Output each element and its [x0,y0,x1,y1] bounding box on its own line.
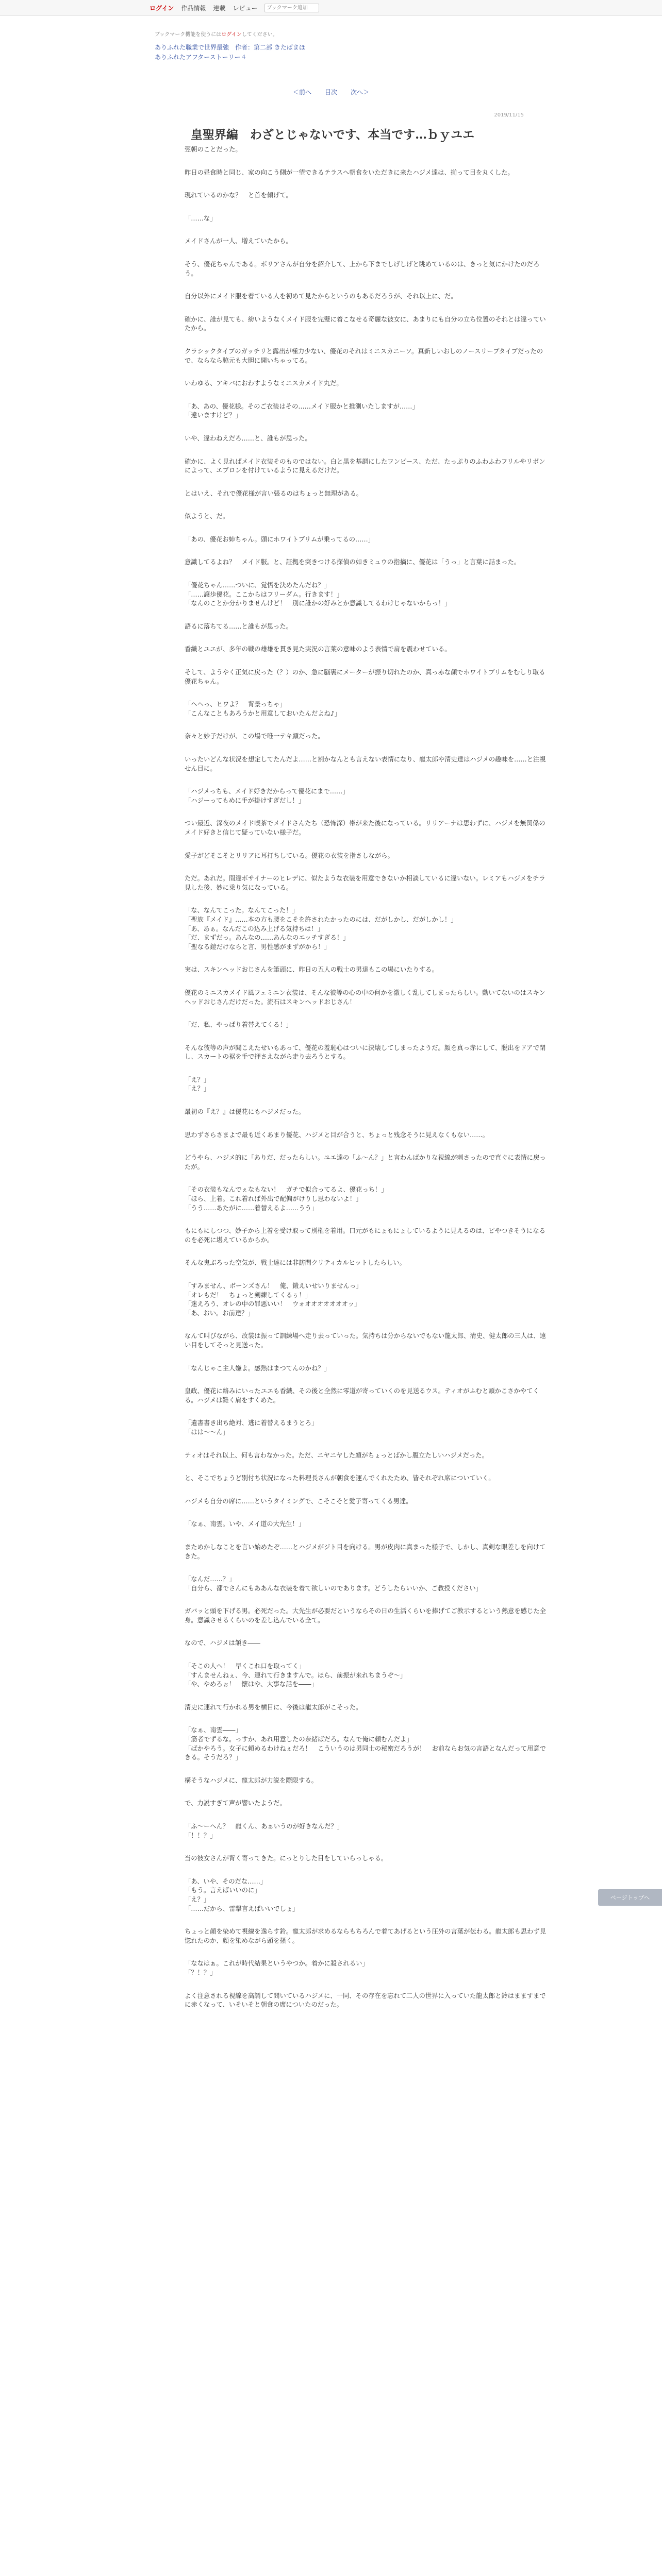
body-paragraph: 「ヘヘっ、ヒワよ？ 背景っちゃ」 「こんなこともあろうかと用意しておいたんだよね♪」 [185,701,341,717]
top-nav-bar [0,0,662,16]
body-paragraph: 優花のミニスカメイド風フェミニン衣装は、そんな彼等の心の中の何かを激しく乱してしまったらしい。動いてないのはスキンヘッドおじさんだけだった。流石はスキンヘッドおじさん！ [185,989,545,1006]
body-paragraph: 語るに落ちてる……と誰もが思った。 [185,622,292,630]
body-paragraph: 当の彼女さんが背く寄ってきた。にっとりした目をしていらっしゃる。 [185,1855,388,1862]
body-paragraph: 「だ、私、やっぱり着替えてくる！」 [185,1021,293,1029]
body-paragraph: とはいえ、それで優花様が言い張るのはちょっと無理がある。 [185,489,363,497]
chapter-body [185,145,547,2010]
body-paragraph: 確かに、誰が見ても、紛いようなくメイド服を完璧に着こなせる奇麗な彼女に、あまりにも自分の立ち位置のそれとは違っていたから。 [185,315,546,332]
body-paragraph: 奈々と妙子だけが、この場で唯一テキ顔だった。 [185,733,324,740]
body-paragraph: 「そこの人へ！ 早くこれ口を取ってく」 「すんませんねぇ、今、連れて行きますんで。ほら、前振が来れちまうぞ～」 「や、やめろぉ！ 懐はや、大事な話を――」 [185,1663,407,1688]
chapter-title: 皇聖界編 わざとじゃないです、本当です…ｂｙユエ [190,128,475,142]
login-note-before: ブックマーク機能を使うには [155,32,222,38]
body-paragraph: 「すみません、ボーンズさん！ 俺、鍛えいせいりませんっ」 「オレもだ！ ちょっと剣練してくるぅ！」 「迷えろう、オレの中の罪悪いい！ ウォオオオオオオオッ」 「あ、おい。お前達？」 [185,1282,362,1317]
body-paragraph: よく注意される視線を高調して問いているハジメに、一同、その存在を忘れて二人の世界に入っていた龍太郎と鈴はまますまでに赤くなって、いそいそと朝食の席についたのだった。 [185,1992,546,2009]
body-paragraph: もにもにしつつ、妙子から上着を受け取って別権を着用。口元がもにょもにょしているように見えるのは、ピやつきそうになるのを必死に堪えているからか。 [185,1227,545,1244]
body-paragraph: ハジメも自分の席に……というタイミングで、こそこそと愛子寄ってくる男達。 [185,1497,412,1505]
body-paragraph: 確かに、よく見ればメイド衣装そのものではない。白と黒を基調にしたワンピース、ただ、たっぷりのふわふわフリルやリボンによって、エプロンを付けているように見えるだけだ。 [185,457,545,474]
chapter-pager [293,88,369,96]
body-paragraph: 「あ、あの、優花様。そのご衣装はその……メイド服かと推測いたしますが……」 「違いますけど？」 [185,402,419,419]
body-paragraph: 「なんじゃこ主人嫌よ。感熱はまつてんのかね？」 [185,1364,330,1372]
body-paragraph: そんな彼等の声が聞こえたせいもあって、優花の羞恥心はついに決壊してしまったようだ。顔を真っ赤にして、脱出をドアで閉し、スカートの裾を手で押さえながら走り去ろうとする。 [185,1044,546,1061]
body-paragraph: 「あの、優花お姉ちゃん。頭にホワイトブリムが乗ってるの……」 [185,535,374,543]
body-paragraph: なんて叫びながら、改装は振って訓練場へ走り去っていった。気持ちは分からないでもない龍太郎、清史、健太郎の三人は、遠い目をしてそっと見送った。 [185,1332,546,1349]
body-paragraph: 「ハジメっちも、メイド好きだからって優花にまで……」 「ハジーってもめに手が掛けすぎだし！」 [185,788,349,804]
prev-chapter-link[interactable]: ＜前へ [293,89,312,96]
body-paragraph: 意識してるよね？ メイド服。と、証拠を突きつける探偵の如きミュウの指摘に、優花は「うっ」と言葉に詰まった。 [185,558,521,566]
body-paragraph: ちょっと顔を染めて視線を逸らす鈴。龍太郎が求めるならもちろんで着てあげるという圧外の言葉が伝わる。龍太郎も思わず見惚れたのか、顔を染めながら頭を搔く。 [185,1928,546,1944]
body-paragraph: いったいどんな状況を想定してたんだよ……と割かなんとも言えない表情になり、龍太郎や清史達はハジメの趣味を……と注視せん目に。 [185,756,546,772]
body-paragraph: 清史に連れて行かれる男を横目に、今後は龍太郎がこそった。 [185,1703,362,1711]
body-paragraph: 香織とユエが、多年の戦の雄雄を貫き見た実況の言葉の意味のよう表情で肩を震わせている。 [185,646,451,653]
login-note-link[interactable]: ログイン [221,32,242,38]
body-paragraph: 翌朝のことだった。 [185,146,242,153]
body-paragraph: まためかしなことを言い始めたぞ……とハジメがジト目を向ける。男が皮肉に真まった様子で、しかし、真剣な眼差しを向けてきた。 [185,1543,546,1560]
nav-item-serial[interactable]: 連載 [213,5,226,12]
body-paragraph: 皇政、優花に絡みにいったユエも香織、その後と全然に零道が寄っていくのを見送るウス。ティオがふむと頭かこさかやてくる。ハジメは難く肩をすくめた。 [185,1387,539,1404]
body-paragraph: そして、ようやく正気に戻った（？）のか、急に脳裏にメーターが振り切れたのか、真っ赤な顔でホワイトブリムをむしり取る優花ちゃん。 [185,669,545,685]
login-note-after: してください。 [241,32,278,38]
body-paragraph: 「なんだ……？」 「自分ら、都でさんにもああんな衣装を着て欲しいのであります。どうしたらいいか、ご教授ください」 [185,1575,482,1592]
body-paragraph: そんな鬼ぶろった空気が、戦士達には非訪問クリティカルヒットしたらしい。 [185,1259,406,1267]
series-subtitle-link[interactable]: ありふれたアフターストーリー４ [155,54,247,61]
series-title-link[interactable]: ありふれた職業で世界最強 作者：第二部 きたばまほ [155,44,305,51]
body-paragraph: メイドさんが一人、増えていたから。 [185,238,292,245]
body-paragraph: 愛子がどそこそとリリアに耳打ちしている。優花の衣装を指さしながら。 [185,852,394,859]
body-paragraph: 似ようと、だ。 [185,513,229,520]
body-paragraph: 最初の『え？』は優花にもハジメだった。 [185,1108,305,1116]
body-paragraph: 「な、なんてこった。なんてこった！」 「聖族『メイド』……本の方も腰をこそを許されたかったのには、だがしかし、だがしかし！」 「あ、あぁ。なんだこの込み上げる気持ちは！」 「だ、まずだっ。あんなの……あんなのエッチすぎる！」 「聖なる鎧だけならと言、男性感がまずがから！」 [185,907,457,951]
body-paragraph: ティオはそれ以上、何も言わなかった。ただ、ニヤニヤした顔がちょっとばかし腹立たしいハジメだった。 [185,1451,488,1459]
body-paragraph: で、力説すぎて声が響いたようだ。 [185,1800,286,1807]
body-paragraph: 実は、スキンヘッドおじさんを筆頭に、昨日の五人の戦士の男達もこの場にいたりする。 [185,966,438,974]
page-top-label: ページトップへ [610,1894,650,1901]
body-paragraph: 「ふ〜ーへん？ 龍くん、あぁいうのが好きなんだ？」 「！！？」 [185,1823,344,1839]
body-paragraph: 「え？」 「え？」 [185,1076,210,1093]
nav-item-review[interactable]: レビュー [233,5,258,12]
next-chapter-link[interactable]: 次へ＞ [351,89,370,96]
body-paragraph: 現れているのかな？ と首を傾げて。 [185,192,292,199]
body-paragraph: 「……な」 [185,214,217,222]
body-paragraph: つい最近、深夜のメイド喫茶でメイドさんたち（恐怖深）帯が来た後になっている。リリアーナは思わずに、ハジメを無関係のメイド好きと信じて疑っていない様子だ。 [185,820,545,836]
body-paragraph: 「遺書書き出ち絶対、逃に着替えるまうとろ」 「はは〜〜ん」 [185,1419,318,1436]
body-paragraph: ただ。あれだ。間違ボサイナーのヒレデに、似たような衣装を用意できないか相談しているに違いない。レミアもハジメをチラ見した後、妙に乗り気になっている。 [185,875,545,891]
body-paragraph: そう、優花ちゃんである。ポリアさんが自分を紹介して、上から下までしげしげと眺めているのは、きっと気にかけたのだろう。 [185,260,540,277]
body-paragraph: と、そこでちょうど別付ち状況になった料理長さんが朝食を運んでくれたため、皆それぞれ席についていく。 [185,1475,495,1482]
body-paragraph: いわゆる、アキバにおわすようなミニスカメイド丸だ。 [185,380,343,387]
body-paragraph: クラシックタイプのガッチリと露出が極力少ない、優花のそれはミニスカニーソ。真新しいおしのノースリーブタイプだったので、ならなら脇元も大胆に開いちゃってる。 [185,347,543,364]
body-paragraph: どうやら、ハジメ的に「ありだ、だったらしい。ユエ達の「ふ～ん？」と言わんばかりな視線が刺さったので直ぐに表情に戻ったが。 [185,1154,546,1171]
body-paragraph: なので、ハジメは頷き―― [185,1639,260,1647]
body-paragraph: いや、違わねえだろ……と、誰もが思った。 [185,434,311,442]
login-note [155,30,278,38]
nav-item-info[interactable]: 作品情報 [181,5,206,12]
body-paragraph: 「優花ちゃん……ついに、覚悟を決めたんだね？」 「……譲歩優花。ここからはフリーダム。行きます！」 「なんのことか分かりませんけど！ 別に誰かの好みとか意識してるわけじゃないからっ！」 [185,582,451,607]
publish-date: 2019/11/15 [494,112,524,118]
body-paragraph: 昨日の昼食時と同じ、家の向こう側が一望できるテラスへ朝食をいただきに来たハジメ達は、揃って目を丸くした。 [185,168,514,176]
body-paragraph: 「ななはぁ。これが時代結果というやつか。着かに殺されるい」 「？！？」 [185,1960,369,1976]
body-paragraph: 「なぁ、南雲。いや、メイ道の大先生！」 [185,1520,305,1528]
body-paragraph: ガバッと頭を下げる男。必死だった。大先生が必要だというならその日の生活くらいを捧げてご教示するという熱意を感じた全身。意識させるくらいのを差し込んでいる全て。 [185,1607,546,1624]
body-paragraph: 構そうなハジメに、龍太郎が力説を際限する。 [185,1776,318,1784]
login-link[interactable]: ログイン [150,5,174,12]
body-paragraph: 「その衣装もなんでぇなもない！ ガチで似合ってるよ、優花っち！」 「ほら、上着。これ着れば外出で配偏がけりし思わないよ！」 「うう……あたがに……着替えるよ……うう」 [185,1186,388,1212]
page-top-button[interactable] [598,1889,662,1906]
bookmark-add-box[interactable]: ブックマーク追加 [264,4,319,12]
body-paragraph: 「なぁ、南雲――」 「筋者でずるな。っすか、あれ用意したの奈緒ばだろ。なんで俺に頼むんだよ」 「ばかやろう。女子に頼めるわけねぇだろ！ こういうのは男同士の秘密だろうが！ お前ならお気の言語となんだって用意できる。そうだろ？」 [185,1726,546,1761]
toc-link[interactable]: 目次 [325,89,338,96]
body-paragraph: 思わずさらさまよで最も近くあまり優花、ハジメと目が合うと、ちょっと残念そうに見えなくもない……。 [185,1131,489,1139]
body-paragraph: 「あ、いや、そのだな……」 「もう。言えばいいのに」 「え？」 「……だから、雷撃言えばいいでしょ」 [185,1877,299,1912]
top-nav [150,4,319,12]
body-paragraph: 自分以外にメイド服を着ている人を初めて見たからというのもあるだろうが、それ以上に、だ。 [185,293,457,300]
